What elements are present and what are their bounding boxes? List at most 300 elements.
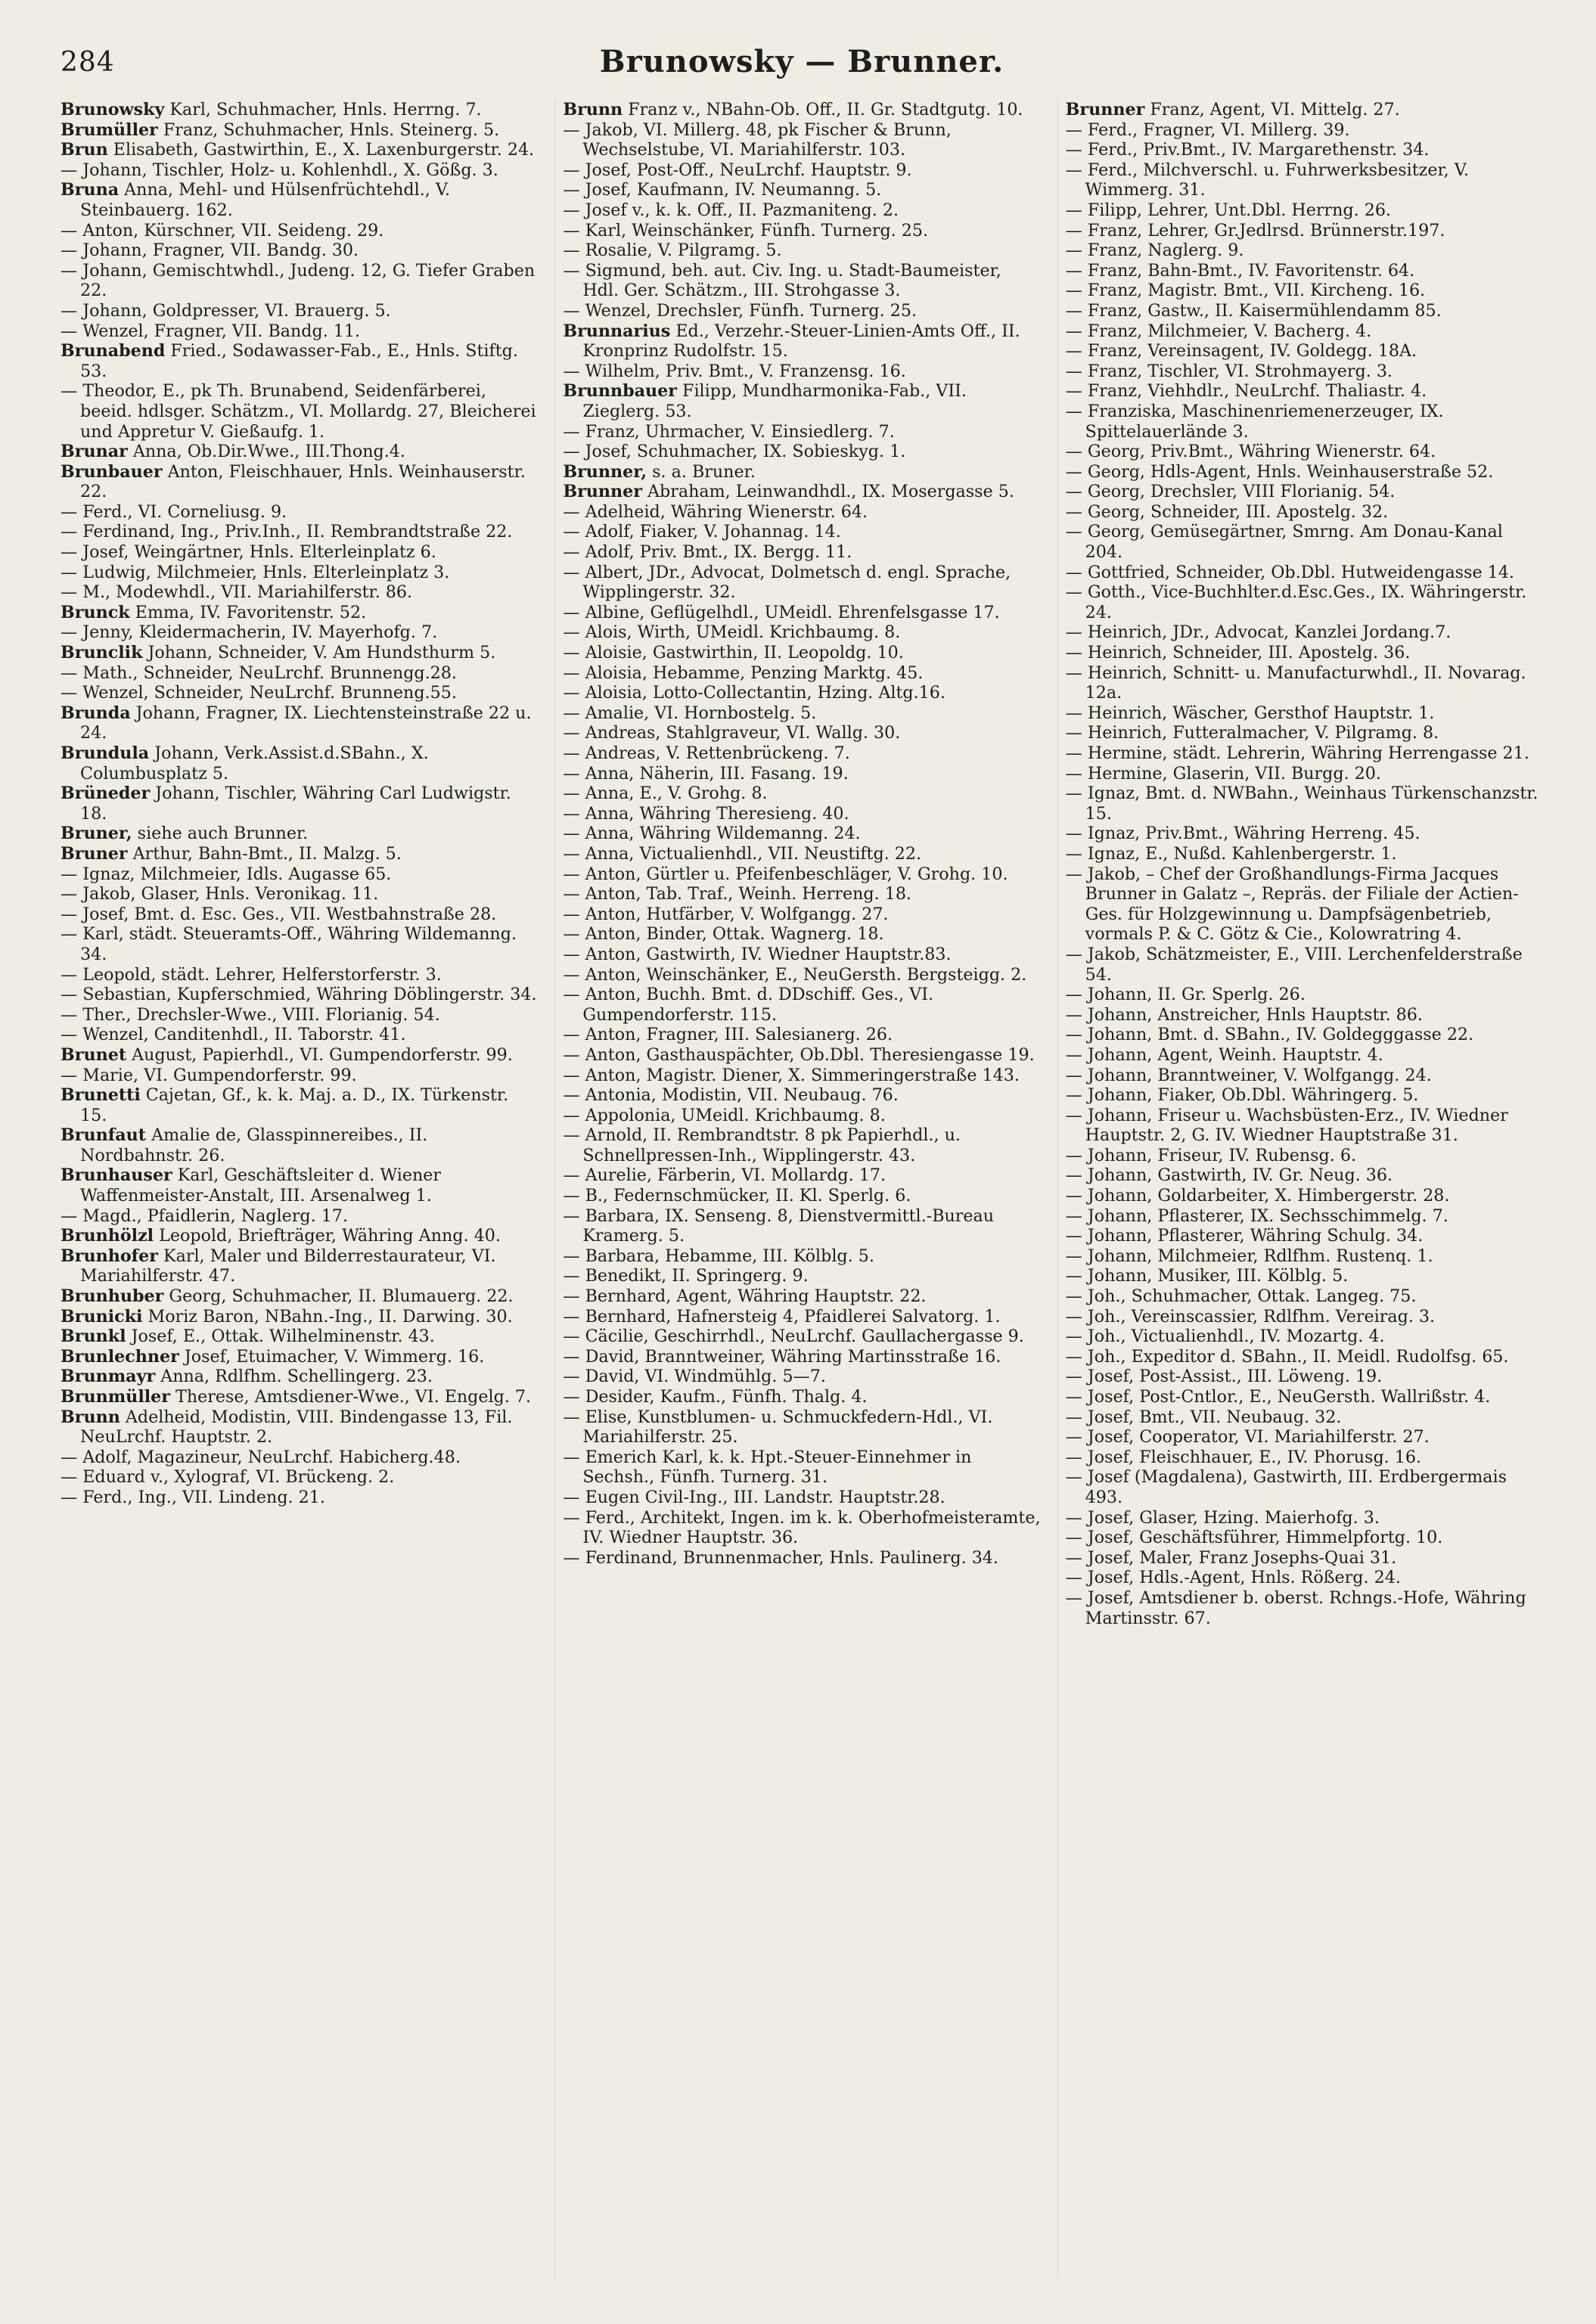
entry-text: Adelheid, Modistin, VIII. Bindengasse 13, Fil. NeuLrchf. Hauptstr. 2. <box>80 1407 513 1447</box>
entry-surname: Brunetti <box>61 1085 141 1106</box>
entry-text: — Desider, Kaufm., Fünfh. Thalg. 4. <box>563 1387 868 1407</box>
directory-entry <box>1066 281 1543 301</box>
directory-entry <box>1066 200 1543 221</box>
entry-text: — Josef, Weingärtner, Hnls. Elterleinplatz 6. <box>61 542 436 563</box>
entry-text: — Ferdinand, Ing., Priv.Inh., II. Rembrandtstraße 22. <box>61 522 513 542</box>
entry-text: Abraham, Leinwandhdl., IX. Mosergasse 5. <box>641 482 1014 502</box>
entry-text: — Ferd., Milchverschl. u. Fuhrwerksbesitzer, V. Wimmerg. 31. <box>1065 160 1469 200</box>
entry-text: — Georg, Hdls-Agent, Hnls. Weinhauserstraße 52. <box>1065 461 1494 482</box>
entry-surname: Brunner <box>563 482 642 502</box>
directory-entry <box>61 1165 538 1205</box>
directory-entry <box>1066 643 1543 663</box>
directory-entry <box>61 783 538 824</box>
directory-entry <box>563 603 1040 623</box>
entry-text: — Josef (Magdalena), Gastwirth, III. Erdbergermais 493. <box>1065 1467 1507 1507</box>
entry-surname: Brunmayr <box>61 1367 156 1387</box>
directory-entry <box>563 1367 1040 1387</box>
entry-surname: Bruner, <box>61 824 132 844</box>
directory-entry <box>563 824 1040 844</box>
entry-text: — Anton, Gastwirth, IV. Wiedner Hauptstr.83. <box>563 944 952 964</box>
entry-text: Karl, Schuhmacher, Hnls. Herrng. 7. <box>164 100 482 119</box>
directory-entry <box>563 120 1040 160</box>
entry-text: — Anton, Buchh. Bmt. d. DDschiff. Ges., VI. Gumpendorferstr. 115. <box>563 985 934 1025</box>
directory-entry <box>61 1407 538 1447</box>
directory-entry <box>61 502 538 523</box>
entry-text: — Bernhard, Hafnersteig 4, Pfaidlerei Salvatorg. 1. <box>563 1306 1001 1326</box>
entry-text: Ed., Verzehr.-Steuer-Linien-Amts Off., II. Kronprinz Rudolfstr. 15. <box>582 321 1020 361</box>
directory-entry <box>563 301 1040 321</box>
directory-entry <box>563 180 1040 200</box>
directory-entry <box>1066 522 1543 562</box>
entry-text: — Bernhard, Agent, Währing Hauptstr. 22. <box>563 1286 927 1307</box>
entry-surname: Brunhofer <box>61 1246 158 1266</box>
directory-entry <box>61 221 538 241</box>
entry-surname: Brunner <box>1065 100 1145 119</box>
entry-text: — Jenny, Kleidermacherin, IV. Mayerhofg. 7. <box>61 622 438 643</box>
directory-entry <box>563 563 1040 603</box>
entry-text: — Johann, Agent, Weinh. Hauptstr. 4. <box>1065 1044 1383 1065</box>
directory-entry <box>61 743 538 783</box>
entry-text: — Franz, Naglerg. 9. <box>1065 240 1244 261</box>
directory-entry <box>563 1186 1040 1206</box>
entry-text: — Georg, Priv.Bmt., Währing Wienerstr. 64. <box>1065 442 1436 462</box>
entry-text: — Adolf, Magazineur, NeuLrchf. Habicherg.48. <box>61 1447 461 1467</box>
running-head: Brunowsky — Brunner. <box>599 44 1004 79</box>
entry-text: — B., Federnschmücker, II. Kl. Sperlg. 6. <box>563 1186 911 1206</box>
directory-entry <box>563 1548 1040 1568</box>
entry-text: — Anton, Tab. Traf., Weinh. Herreng. 18. <box>563 884 911 904</box>
directory-entry <box>61 120 538 141</box>
directory-entry <box>1066 120 1543 141</box>
entry-text: — Johann, Gastwirth, IV. Gr. Neug. 36. <box>1065 1165 1393 1186</box>
entry-surname: Bruner <box>61 843 128 864</box>
directory-entry <box>61 1066 538 1086</box>
entry-text: — Johann, Goldarbeiter, X. Himbergerstr. 28. <box>1065 1186 1450 1206</box>
entry-text: — Johann, Fiaker, Ob.Dbl. Währingerg. 5. <box>1065 1085 1419 1106</box>
directory-entry <box>563 1488 1040 1508</box>
entry-text: — Appolonia, UMeidl. Krichbaumg. 8. <box>563 1105 886 1125</box>
entry-text: — Johann, Pflasterer, IX. Sechsschimmelg. 7. <box>1065 1205 1449 1226</box>
entry-surname: Brunhauser <box>61 1165 172 1186</box>
directory-entry <box>61 844 538 864</box>
directory-entry <box>563 1066 1040 1086</box>
entry-text: Josef, E., Ottak. Wilhelminenstr. 43. <box>126 1326 435 1347</box>
entry-text: — Ignaz, Milchmeier, Idls. Augasse 65. <box>61 864 392 884</box>
entry-text: — Anton, Binder, Ottak. Wagnerg. 18. <box>563 924 884 945</box>
entry-text: — Josef, Glaser, Hzing. Maierhofg. 3. <box>1065 1507 1380 1528</box>
entry-text: — Sigmund, beh. aut. Civ. Ing. u. Stadt-Baumeister, Hdl. Ger. Schätzm., III. Strohgasse 3. <box>563 260 1001 301</box>
entry-text: — Ignaz, Priv.Bmt., Währing Herreng. 45. <box>1065 824 1421 844</box>
directory-entry <box>1066 462 1543 482</box>
directory-entry <box>61 462 538 502</box>
directory-entry <box>1066 1528 1543 1548</box>
entry-text: — Josef, Bmt., VII. Neubaug. 32. <box>1065 1407 1342 1427</box>
directory-entry <box>1066 1467 1543 1507</box>
directory-entry <box>563 1407 1040 1447</box>
entry-text: — Ther., Drechsler-Wwe., VIII. Florianig. 54. <box>61 1004 440 1025</box>
directory-entry <box>563 1387 1040 1407</box>
entry-text: Arthur, Bahn-Bmt., II. Malzg. 5. <box>127 843 402 864</box>
directory-entry <box>1066 1286 1543 1307</box>
entry-text: Anna, Rdlfhm. Schellingerg. 23. <box>155 1367 433 1387</box>
entry-text: — Franz, Vereinsagent, IV. Goldegg. 18A. <box>1065 341 1417 361</box>
directory-entry <box>1066 442 1543 462</box>
entry-text: — Anton, Gasthauspächter, Ob.Dbl. Theresiengasse 19. <box>563 1044 1035 1065</box>
entry-surname: Brunnarius <box>563 321 671 341</box>
entry-surname: Brunicki <box>61 1306 143 1326</box>
entry-text: — Wenzel, Fragner, VII. Bandg. 11. <box>61 321 361 341</box>
entry-text: — Aloisia, Hebamme, Penzing Marktg. 45. <box>563 662 924 683</box>
directory-entry <box>1066 1347 1543 1367</box>
entry-text: — Franz, Uhrmacher, V. Einsiedlerg. 7. <box>563 421 895 442</box>
entry-text: — Johann, Anstreicher, Hnls Hauptstr. 86. <box>1065 1004 1423 1025</box>
entry-text: — Heinrich, Schneider, III. Apostelg. 36. <box>1065 643 1411 663</box>
entry-surname: Bruna <box>61 180 120 200</box>
directory-entry <box>61 683 538 703</box>
entry-text: — Anna, Währing Theresieng. 40. <box>563 803 849 824</box>
entry-text: — Andreas, V. Rettenbrückeng. 7. <box>563 743 850 763</box>
entry-text: — Wenzel, Schneider, NeuLrchf. Brunneng.55. <box>61 683 457 703</box>
directory-entry <box>61 321 538 342</box>
directory-entry <box>563 1125 1040 1165</box>
entry-text: Johann, Schneider, V. Am Hundsthurm 5. <box>142 643 496 663</box>
entry-text: Johann, Verk.Assist.d.SBahn., X. Columbusplatz 5. <box>80 743 429 783</box>
entry-text: — Johann, Milchmeier, Rdlfhm. Rustenq. 1. <box>1065 1246 1433 1266</box>
entry-text: — Barbara, IX. Senseng. 8, Dienstvermittl.-Bureau Kramerg. 5. <box>563 1205 995 1246</box>
directory-entry <box>61 884 538 904</box>
entry-text: — Adolf, Priv. Bmt., IX. Bergg. 11. <box>563 542 852 563</box>
directory-entry <box>61 442 538 462</box>
entry-text: — Magd., Pfaidlerin, Naglerg. 17. <box>61 1205 349 1226</box>
entry-text: — Albert, JDr., Advocat, Dolmetsch d. engl. Sprache, Wipplingerstr. 32. <box>563 562 1011 603</box>
entry-text: Cajetan, Gf., k. k. Maj. a. D., IX. Türkenstr. 15. <box>80 1085 509 1125</box>
directory-entry <box>1066 261 1543 281</box>
directory-entry <box>61 985 538 1005</box>
directory-entry <box>61 643 538 663</box>
directory-entry <box>1066 1407 1543 1428</box>
directory-entry <box>1066 402 1543 442</box>
directory-entry <box>61 542 538 563</box>
directory-entry <box>563 502 1040 523</box>
entry-text: — Josef, Schuhmacher, IX. Sobieskyg. 1. <box>563 442 906 462</box>
directory-entry <box>563 965 1040 985</box>
entry-text: — Johann, Musiker, III. Kölblg. 5. <box>1065 1266 1349 1286</box>
entry-text: — Filipp, Lehrer, Unt.Dbl. Herrng. 26. <box>1065 200 1391 220</box>
entry-text: — Anna, E., V. Grohg. 8. <box>563 783 768 804</box>
entry-text: Anna, Mehl- und Hülsenfrüchtehdl., V. Steinbauerg. 162. <box>80 180 451 220</box>
entry-text: Franz, Agent, VI. Mittelg. 27. <box>1144 100 1400 119</box>
directory-entry <box>1066 1165 1543 1186</box>
directory-entry <box>1066 1066 1543 1086</box>
entry-surname: Brumüller <box>61 119 158 140</box>
entry-surname: Brunhuber <box>61 1286 164 1307</box>
directory-entry <box>61 1085 538 1125</box>
directory-entry <box>1066 1568 1543 1588</box>
entry-surname: Brundula <box>61 743 150 763</box>
entry-text: — Rosalie, V. Pilgramg. 5. <box>563 240 782 261</box>
directory-entry <box>563 200 1040 221</box>
directory-entry <box>61 381 538 442</box>
entry-text: — Joh., Schuhmacher, Ottak. Langeg. 75. <box>1065 1286 1417 1307</box>
directory-entry <box>61 160 538 181</box>
directory-entry <box>563 1447 1040 1488</box>
directory-entry <box>61 261 538 301</box>
directory-entry <box>563 723 1040 743</box>
entry-text: Johann, Tischler, Währing Carl Ludwigstr. 18. <box>80 783 511 824</box>
entry-text: Josef, Etuimacher, V. Wimmerg. 16. <box>179 1346 485 1367</box>
directory-entry <box>61 1326 538 1347</box>
entry-text: — Joh., Expeditor d. SBahn., II. Meidl. Rudolfsg. 65. <box>1065 1346 1509 1367</box>
directory-entry <box>563 783 1040 804</box>
directory-entry <box>1066 864 1543 945</box>
directory-entry <box>1066 663 1543 703</box>
entry-text: — Anna, Währing Wildemanng. 24. <box>563 824 861 844</box>
directory-entry <box>563 1246 1040 1267</box>
entry-text: — Hermine, städt. Lehrerin, Währing Herrengasse 21. <box>1065 743 1529 763</box>
entry-text: s. a. Bruner. <box>647 461 756 482</box>
directory-entry <box>563 1326 1040 1347</box>
directory-entry <box>563 221 1040 241</box>
directory-entry <box>61 1206 538 1227</box>
entry-text: — Karl, Weinschänker, Fünfh. Turnerg. 25. <box>563 220 929 240</box>
directory-entry <box>1066 723 1543 743</box>
entry-text: — Johann, Goldpresser, VI. Brauerg. 5. <box>61 300 391 321</box>
entry-surname: Brunar <box>61 442 128 462</box>
entry-text: — Heinrich, JDr., Advocat, Kanzlei Jordang.7. <box>1065 622 1452 643</box>
entry-text: — Albine, Geflügelhdl., UMeidl. Ehrenfelsgasse 17. <box>563 602 1000 622</box>
entry-surname: Brunhölzl <box>61 1226 154 1246</box>
entry-text: — Gotth., Vice-Buchhlter.d.Esc.Ges., IX. Währingerstr. 24. <box>1065 582 1527 622</box>
directory-entry <box>61 663 538 684</box>
entry-text: — Cäcilie, Geschirrhdl., NeuLrchf. Gaullachergasse 9. <box>563 1326 1024 1347</box>
entry-text: — Josef, Maler, Franz Josephs-Quai 31. <box>1065 1547 1397 1568</box>
directory-entry <box>1066 482 1543 502</box>
directory-entry <box>1066 1226 1543 1246</box>
entry-text: Karl, Maler und Bilderrestaurateur, VI. Mariahilferstr. 47. <box>80 1246 496 1286</box>
entry-text: — Aloisia, Lotto-Collectantin, Hzing. Altg.16. <box>563 683 945 703</box>
entry-text: — Ferd., Fragner, VI. Millerg. 39. <box>1065 119 1350 140</box>
directory-entry <box>1066 361 1543 382</box>
entry-surname: Brunabend <box>61 341 166 361</box>
entry-text: — Barbara, Hebamme, III. Kölblg. 5. <box>563 1246 874 1266</box>
directory-entry <box>61 824 538 844</box>
directory-entry <box>563 1347 1040 1367</box>
entry-text: — Benedikt, II. Springerg. 9. <box>563 1266 809 1286</box>
entry-text: — Franz, Viehhdlr., NeuLrchf. Thaliastr. 4. <box>1065 381 1427 402</box>
entry-text: — Josef, Cooperator, VI. Mariahilferstr. 27. <box>1065 1427 1430 1447</box>
directory-entry <box>61 924 538 964</box>
entry-text: — M., Modewhdl., VII. Mariahilferstr. 86. <box>61 582 413 603</box>
entry-text: — Josef, Geschäftsführer, Himmelpfortg. 10. <box>1065 1528 1443 1548</box>
directory-entry <box>1066 140 1543 160</box>
entry-text: — Wenzel, Drechsler, Fünfh. Turnerg. 25. <box>563 300 918 321</box>
directory-entry <box>61 1005 538 1025</box>
directory-entry <box>563 884 1040 904</box>
entry-text: — Franz, Bahn-Bmt., IV. Favoritenstr. 64. <box>1065 260 1415 281</box>
entry-text: — Amalie, VI. Hornbostelg. 5. <box>563 703 817 723</box>
entry-text: — Josef, Post-Assist., III. Löweng. 19. <box>1065 1367 1383 1387</box>
directory-entry <box>61 582 538 603</box>
directory-entry <box>61 1307 538 1327</box>
directory-entry <box>61 522 538 542</box>
entry-text: — Franz, Magistr. Bmt., VII. Kircheng. 16. <box>1065 281 1426 301</box>
entry-text: Elisabeth, Gastwirthin, E., X. Laxenburgerstr. 24. <box>107 140 535 160</box>
entry-surname: Brunck <box>61 602 130 622</box>
directory-entry <box>563 482 1040 502</box>
entry-text: — Math., Schneider, NeuLrchf. Brunnengg.28. <box>61 662 457 683</box>
page-header <box>61 38 1543 91</box>
entry-text: siehe auch Brunner. <box>132 824 309 844</box>
entry-text: — David, VI. Windmühlg. 5—7. <box>563 1367 826 1387</box>
directory-entry <box>563 160 1040 181</box>
directory-entry <box>563 1025 1040 1045</box>
entry-text: — Anna, Victualienhdl., VII. Neustiftg. 22. <box>563 843 922 864</box>
entry-text: Filipp, Mundharmonika-Fab., VII. Zieglerg. 53. <box>582 381 967 421</box>
page-number: 284 <box>61 47 115 78</box>
directory-entry <box>563 361 1040 382</box>
directory-entry <box>563 261 1040 301</box>
entry-text: — Aurelie, Färberin, VI. Mollardg. 17. <box>563 1165 886 1186</box>
directory-entry <box>61 965 538 985</box>
entry-text: — Ignaz, Bmt. d. NWBahn., Weinhaus Türkenschanzstr. 15. <box>1065 783 1539 824</box>
entry-text: Franz, Schuhmacher, Hnls. Steinerg. 5. <box>157 119 500 140</box>
directory-entry <box>1066 221 1543 241</box>
directory-entry <box>1066 622 1543 643</box>
entry-text: — Franziska, Maschinenriemenerzeuger, IX. Spittelauerlände 3. <box>1065 401 1444 442</box>
directory-entry <box>61 1226 538 1246</box>
entry-surname: Brunet <box>61 1044 127 1065</box>
directory-entry <box>61 1286 538 1307</box>
entry-text: — Sebastian, Kupferschmied, Währing Döblingerstr. 34. <box>61 985 537 1005</box>
directory-entry <box>563 1206 1040 1246</box>
entry-surname: Brun <box>61 140 108 160</box>
directory-entry <box>563 622 1040 643</box>
entry-text: — Joh., Vereinscassier, Rdlfhm. Vereirag. 3. <box>1065 1306 1436 1326</box>
entry-text: — Jakob, – Chef der Großhandlungs-Firma Jacques Brunner in Galatz –, Repräs. der Filiale der Actien-Ges. für Holzgewinnung u. Dampfsägenbetrieb, vormals P. & C. Götz & Cie., Kolowratring 4. <box>1065 864 1519 945</box>
directory-entry <box>1066 1367 1543 1387</box>
entry-text: — Heinrich, Schnitt- u. Manufacturwhdl., II. Novarag. 12a. <box>1065 662 1526 703</box>
directory-entry <box>1066 703 1543 724</box>
entry-text: — Johann, Pflasterer, Währing Schulg. 34. <box>1065 1226 1424 1246</box>
entry-text: — Johann, Friseur, IV. Rubensg. 6. <box>1065 1145 1357 1165</box>
entry-text: — Elise, Kunstblumen- u. Schmuckfedern-Hdl., VI. Mariahilferstr. 25. <box>563 1407 993 1447</box>
entry-text: — Heinrich, Wäscher, Gersthof Hauptstr. 1. <box>1065 703 1435 723</box>
entry-text: — Karl, städt. Steueramts-Off., Währing Wildemanng. 34. <box>61 924 517 964</box>
directory-entry <box>563 904 1040 925</box>
directory-entry <box>563 1085 1040 1106</box>
directory-entry <box>563 542 1040 563</box>
directory-entry <box>563 703 1040 724</box>
entry-text: — Anton, Weinschänker, E., NeuGersth. Bergsteigg. 2. <box>563 964 1027 985</box>
entry-surname: Brunmüller <box>61 1387 170 1407</box>
entry-text: — Franz, Tischler, VI. Strohmayerg. 3. <box>1065 361 1393 381</box>
entry-text: — Eduard v., Xylograf, VI. Brückeng. 2. <box>61 1467 395 1488</box>
directory-entry <box>563 381 1040 421</box>
directory-entry <box>1066 1106 1543 1146</box>
directory-entry <box>1066 341 1543 361</box>
entry-text: August, Papierhdl., VI. Gumpendorferstr. 99. <box>126 1044 513 1065</box>
entry-text: Moriz Baron, NBahn.-Ing., II. Darwing. 30. <box>142 1306 513 1326</box>
directory-entry <box>1066 1326 1543 1347</box>
entry-surname: Brunda <box>61 703 131 723</box>
directory-entry <box>61 240 538 261</box>
directory-entry <box>563 321 1040 361</box>
entry-text: — Heinrich, Futteralmacher, V. Pilgramg. 8. <box>1065 723 1439 743</box>
entry-text: — Aloisie, Gastwirthin, II. Leopoldg. 10. <box>563 643 904 663</box>
directory-entry <box>1066 1307 1543 1327</box>
directory-entry <box>563 1266 1040 1286</box>
directory-entry <box>61 1467 538 1488</box>
directory-entry <box>61 1488 538 1508</box>
entry-text: — Georg, Schneider, III. Apostelg. 32. <box>1065 501 1389 522</box>
entry-text: Anton, Fleischhauer, Hnls. Weinhauserstr. 22. <box>80 461 526 502</box>
directory-entry <box>563 804 1040 824</box>
directory-entry <box>1066 1246 1543 1267</box>
directory-entry <box>563 864 1040 885</box>
directory-entry <box>61 1387 538 1407</box>
directory-entry <box>1066 824 1543 844</box>
directory-entry <box>563 522 1040 542</box>
column-right <box>1057 100 1543 2278</box>
entry-surname: Brüneder <box>61 783 151 804</box>
entry-text: — Ferd., Ing., VII. Lindeng. 21. <box>61 1487 325 1507</box>
directory-entry <box>1066 743 1543 764</box>
entry-text: — Jakob, VI. Millerg. 48, pk Fischer & Brunn, Wechselstube, VI. Mariahilferstr. 103. <box>563 119 952 160</box>
entry-text: — Georg, Drechsler, VIII Florianig. 54. <box>1065 482 1396 502</box>
directory-entry <box>563 683 1040 703</box>
entry-text: — Josef, Amtsdiener b. oberst. Rchngs.-Hofe, Währing Martinsstr. 67. <box>1065 1587 1526 1628</box>
directory-entry <box>563 1045 1040 1066</box>
entry-surname: Brunclik <box>61 643 143 663</box>
directory-entry <box>61 603 538 623</box>
entry-text: — Antonia, Modistin, VII. Neubaug. 76. <box>563 1085 899 1106</box>
entry-surname: Brunlechner <box>61 1346 179 1367</box>
entry-text: — Ludwig, Milchmeier, Hnls. Elterleinplatz 3. <box>61 562 450 582</box>
entry-text: — Franz, Lehrer, Gr.Jedlrsd. Brünnerstr.197. <box>1065 220 1445 240</box>
directory-entry <box>563 1106 1040 1126</box>
directory-entry <box>563 1307 1040 1327</box>
directory-entry <box>61 1367 538 1387</box>
entry-text: — Adolf, Fiaker, V. Johannag. 14. <box>563 522 841 542</box>
directory-entry <box>563 1165 1040 1186</box>
directory-entry <box>1066 381 1543 402</box>
directory-entry <box>563 462 1040 482</box>
entry-text: — Johann, II. Gr. Sperlg. 26. <box>1065 985 1306 1005</box>
entry-text: — Johann, Fragner, VII. Bandg. 30. <box>61 240 359 261</box>
entry-text: — Anton, Gürtler u. Pfeifenbeschläger, V. Grohg. 10. <box>563 864 1008 884</box>
directory-entry <box>1066 764 1543 784</box>
directory-entry <box>563 924 1040 945</box>
entry-text: — Adelheid, Währing Wienerstr. 64. <box>563 501 868 522</box>
directory-entry <box>61 1125 538 1165</box>
column-middle <box>554 100 1040 2278</box>
directory-entry <box>1066 1508 1543 1528</box>
entry-text: Therese, Amtsdiener-Wwe., VI. Engelg. 7. <box>169 1387 532 1407</box>
entry-text: — Anton, Kürschner, VII. Seideng. 29. <box>61 220 384 240</box>
entry-text: — Franz, Gastw., II. Kaisermühlendamm 85. <box>1065 300 1442 321</box>
entry-text: — Arnold, II. Rembrandtstr. 8 pk Papierhdl., u. Schnellpressen-Inh., Wipplingerstr. 43. <box>563 1125 961 1165</box>
entry-surname: Brunnbauer <box>563 381 677 402</box>
directory-entry <box>1066 985 1543 1005</box>
directory-entry <box>1066 1085 1543 1106</box>
entry-text: — Andreas, Stahlgraveur, VI. Wallg. 30. <box>563 723 901 743</box>
directory-entry <box>1066 1206 1543 1227</box>
entry-text: — Wenzel, Canditenhdl., II. Taborstr. 41. <box>61 1025 406 1045</box>
directory-entry <box>1066 160 1543 200</box>
entry-text: — Theodor, E., pk Th. Brunabend, Seidenfärberei, beeid. hdlsger. Schätzm., VI. Mollardg. 27, Bleicherei und Appretur V. Gießaufg. 1. <box>61 381 536 442</box>
directory-entry <box>1066 1025 1543 1045</box>
directory-entry <box>61 180 538 220</box>
